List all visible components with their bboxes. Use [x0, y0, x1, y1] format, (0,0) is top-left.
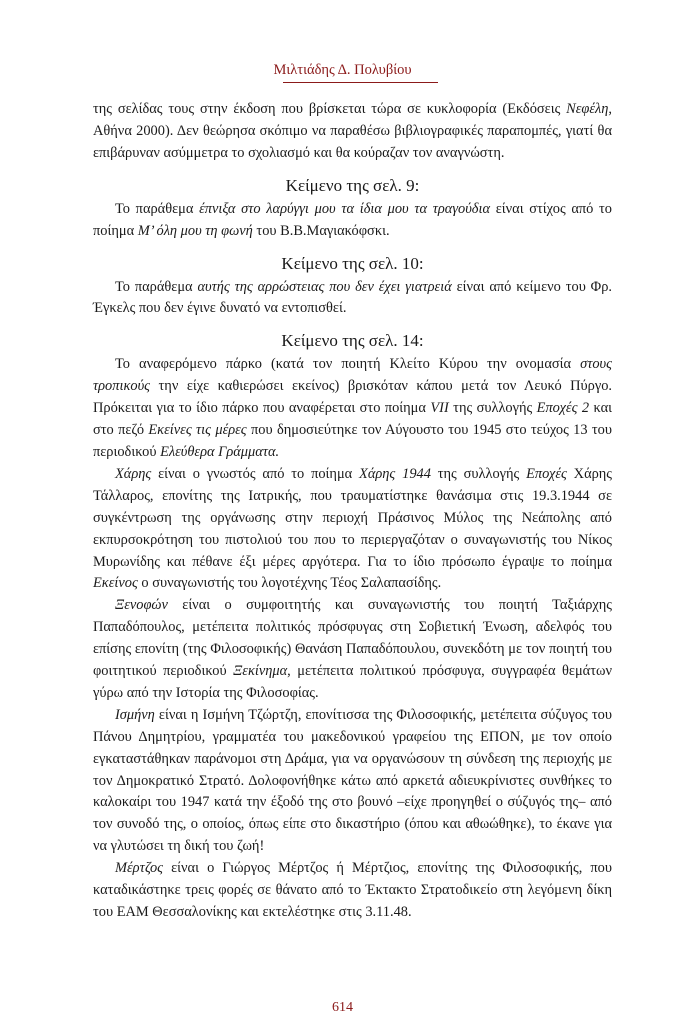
text-run: Το παράθεμα	[115, 200, 200, 217]
italic-text-run: Ξενοφών	[115, 597, 168, 614]
italic-text-run: Μ’ όλη μου τη φωνή	[137, 222, 253, 239]
text-run: είναι ο Γιώργος Μέρτζος ή Μέρτζιος, επονίτης της Φιλοσοφικής, που καταδικάστηκε τρεις φορές σε θάνατο από το Έκτακτο Στρατοδικείο στη λεγόμενη δίκη του ΕΑΜ Θεσσαλονίκης και εκτελέστηκε στις 3.11.48.	[93, 860, 612, 920]
text-run: είναι ο γνωστός από το ποίημα	[151, 465, 360, 482]
text-run: Το παράθεμα	[115, 278, 198, 295]
sections-container	[93, 175, 612, 924]
body-paragraph	[93, 199, 612, 243]
body-paragraph	[93, 705, 612, 858]
italic-text-run: Εκείνος	[93, 575, 138, 592]
text-run: είναι ο συμφοιτητής και συναγωνιστής του ποιητή Ταξιάρχης Παπαδόπουλος, μετέπειτα πολιτικός πρόσφυγας στη Σοβιετική Ένωση, αδελφός του επίσης επονίτη (της Φιλοσοφικής) Θανάση Παπαδόπουλου, συνεκδότη με τον ποιητή του φοιτητικού περιοδικού	[93, 597, 612, 680]
italic-text-run: Νεφέλη	[566, 101, 609, 117]
text-run: της συλλογής	[430, 465, 527, 482]
text-run: είναι στίχος από το ποίημα	[93, 200, 612, 239]
section-heading: Κείμενο της σελ. 9:	[285, 175, 420, 195]
italic-text-run: Χάρης 1944	[359, 465, 431, 482]
italic-text-run: Εποχές 2	[536, 400, 590, 417]
section-heading: Κείμενο της σελ. 10:	[281, 253, 424, 273]
running-header: Μιλτιάδης Δ. Πολυβίου	[273, 62, 412, 78]
italic-text-run: Χάρης	[115, 465, 152, 482]
italic-text-run: στους τροπικούς	[93, 356, 612, 395]
italic-text-run: Ελεύθερα Γράμματα.	[160, 443, 280, 460]
page-body	[93, 99, 612, 924]
italic-text-run: Μέρτζος	[115, 860, 163, 877]
italic-text-run: VII	[430, 400, 449, 417]
text-run: της σελίδας τους στην έκδοση που βρίσκεται τώρα σε κυκλοφορία (Εκδόσεις	[93, 101, 567, 117]
section-heading: Κείμενο της σελ. 14:	[281, 331, 424, 351]
text-run: και στο πεζό	[93, 400, 612, 439]
body-paragraph	[93, 858, 612, 924]
page-number: 614	[332, 1000, 353, 1015]
body-paragraph	[93, 354, 612, 464]
text-run: ο συναγωνιστής του λογοτέχνης Τέος Σαλαπασίδης.	[137, 575, 442, 592]
italic-text-run: έπνιξα στο λαρύγγι μου τα ίδια μου τα τραγούδια	[199, 200, 491, 217]
text-run: Χάρης Τάλλαρος, επονίτης της Ιατρικής, που τραυματίστηκε θανάσιμα στις 19.3.1944 σε συγκέντρωση της οργάνωσης στην περιοχή Πράσινος Μύλος της Νεάπολης από εκπυρσοκρότηση του πιστολιού του που το περιεργαζόταν ο συναγωνιστής του Νίκος Μυρωνίδης και πέθανε έξι μέρες αργότερα. Για το ίδιο πρόσωπο έγραψε το ποίημα	[93, 465, 613, 570]
italic-text-run: Ισμήνη	[115, 706, 155, 723]
text-run: , μετέπειτα πολιτικού πρόσφυγα, συγγραφέα θεμάτων γύρω από την Ιστορία της Φιλοσοφίας.	[93, 663, 612, 701]
italic-text-run: Εποχές	[526, 465, 567, 482]
text-run: , Αθήνα 2000). Δεν θεώρησα σκόπιμο να παραθέσω βιβλιογραφικές παραπομπές, γιατί θα επιβάρυναν ασύμμετρα το σχολιασμό και θα κούραζαν τον αναγνώστη.	[93, 101, 612, 161]
italic-text-run: Εκείνες τις μέρες	[148, 422, 247, 439]
text-run: που δημοσιεύτηκε τον Αύγουστο του 1945 στο τεύχος 13 του περιοδικού	[93, 422, 613, 460]
body-paragraph	[93, 277, 612, 321]
italic-text-run: Ξεκίνημα	[233, 663, 288, 680]
text-run: είναι η Ισμήνη Τζώρτζη, επονίτισσα της Φιλοσοφικής, μετέπειτα σύζυγος του Πάνου Δημητρίου, γραμματέα του μακεδονικού γραφείου της ΕΠΟΝ, με τον οποίο εγκαταστάθηκαν παράνομοι στη Δράμα, για να οργανώσουν τη σύνδεση της περιοχής με τον Δημοκρατικό Στρατό. Δολοφονήθηκε κάτω από αρκετά αδιευκρίνιστες συνθήκες το καλοκαίρι του 1947 κατά την έξοδό της στο βουνό –είχε προηγηθεί ο σύζυγός της– από τον συνοδό της, ο οποίος, όπως είπε στο δικαστήριο (όπου και αθωώθηκε), το έκανε για να γλυτώσει τη δική του ζωή!	[93, 706, 612, 855]
text-run: την είχε καθιερώσει εκείνος) βρισκόταν κάπου μετά τον Λευκό Πύργο. Πρόκειται για το ίδιο πάρκο που αναφέρεται στο ποίημα	[93, 378, 612, 417]
italic-text-run: αυτής της αρρώστειας που δεν έχει γιατρειά	[197, 278, 452, 295]
header-underline	[283, 82, 438, 83]
text-run: του Β.Β.Μαγιακόφσκι.	[252, 222, 390, 239]
intro-paragraph	[93, 99, 612, 165]
text-run: της συλλογής	[448, 400, 537, 417]
body-paragraph	[93, 595, 612, 705]
text-run: Το αναφερόμενο πάρκο (κατά τον ποιητή Κλείτο Κύρου την ονομασία	[115, 356, 581, 373]
body-paragraph	[93, 464, 612, 595]
text-run: είναι από κείμενο του Φρ. Έγκελς που δεν έγινε δυνατό να εντοπισθεί.	[93, 278, 612, 317]
